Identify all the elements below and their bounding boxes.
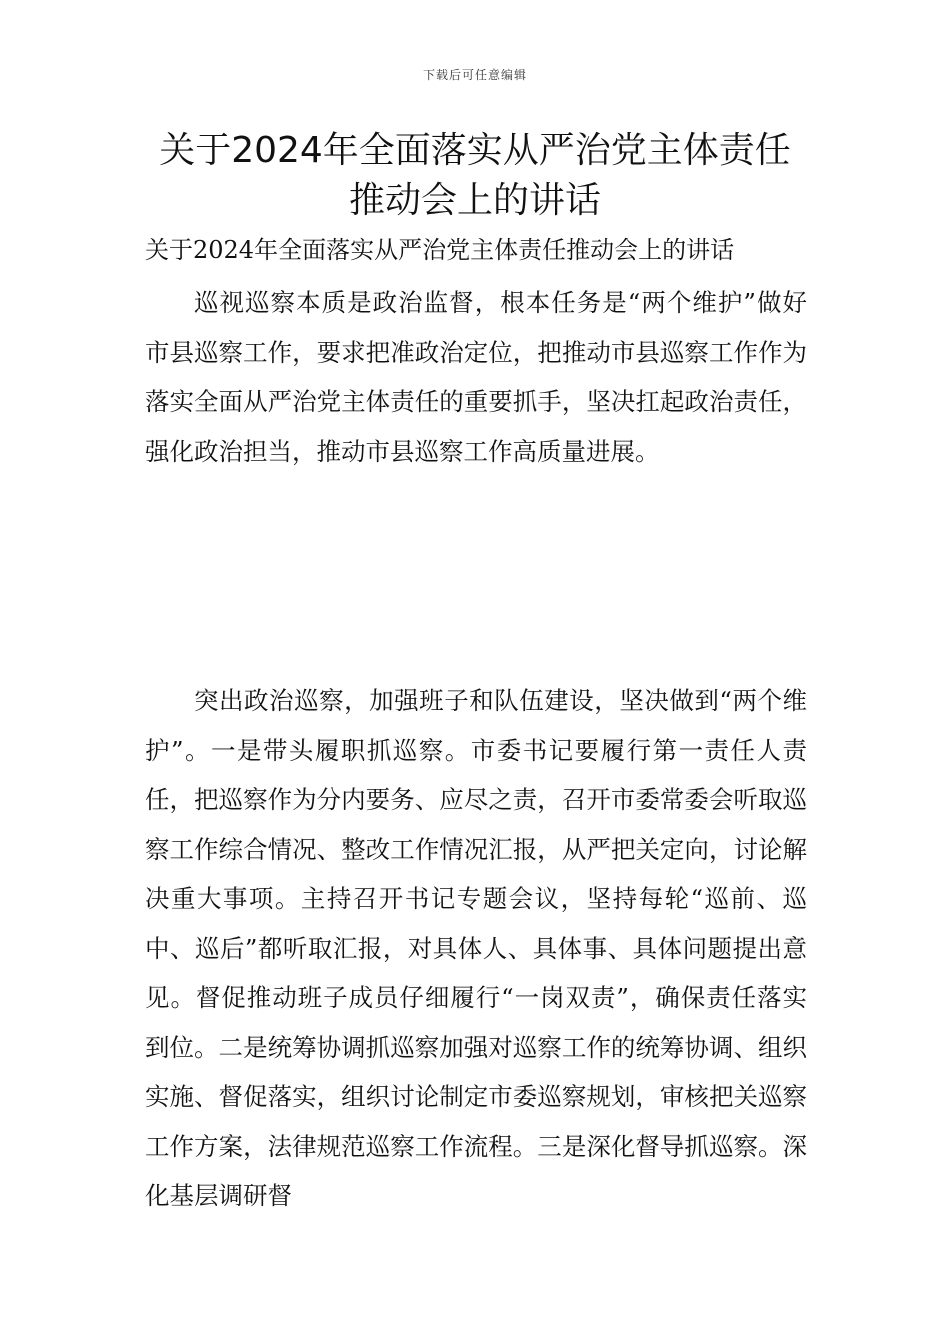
document-subtitle: 关于2024年全面落实从严治党主体责任推动会上的讲话	[145, 236, 735, 264]
body-paragraph-1: 巡视巡察本质是政治监督，根本任务是“两个维护”做好市县巡察工作，要求把准政治定位，把推动市县巡察工作作为落实全面从严治党主体责任的重要抓手，坚决扛起政治责任，强化政治担当，推动市县巡察工作高质量进展。	[145, 288, 807, 466]
document-title: 关于2024年全面落实从严治党主体责任推动会上的讲话	[159, 130, 791, 221]
header-note: 下载后可任意编辑	[422, 68, 527, 82]
body-paragraph-2: 突出政治巡察，加强班子和队伍建设，坚决做到“两个维护”。一是带头履职抓巡察。市委书记要履行第一责任人责任，把巡察作为分内要务、应尽之责，召开市委常委会听取巡察工作综合情况、整改工作情况汇报，从严把关定向，讨论解决重大事项。主持召开书记专题会议，坚持每轮“巡前、巡中、巡后”都听取汇报，对具体人、具体事、具体问题提出意见。督促推动班子成员仔细履行“一岗双责”，确保责任落实到位。二是统筹协调抓巡察加强对巡察工作的统筹协调、组织实施、督促落实，组织讨论制定市委巡察规划，审核把关巡察工作方案，法律规范巡察工作流程。三是深化督导抓巡察。深化基层调研督	[145, 686, 807, 1210]
